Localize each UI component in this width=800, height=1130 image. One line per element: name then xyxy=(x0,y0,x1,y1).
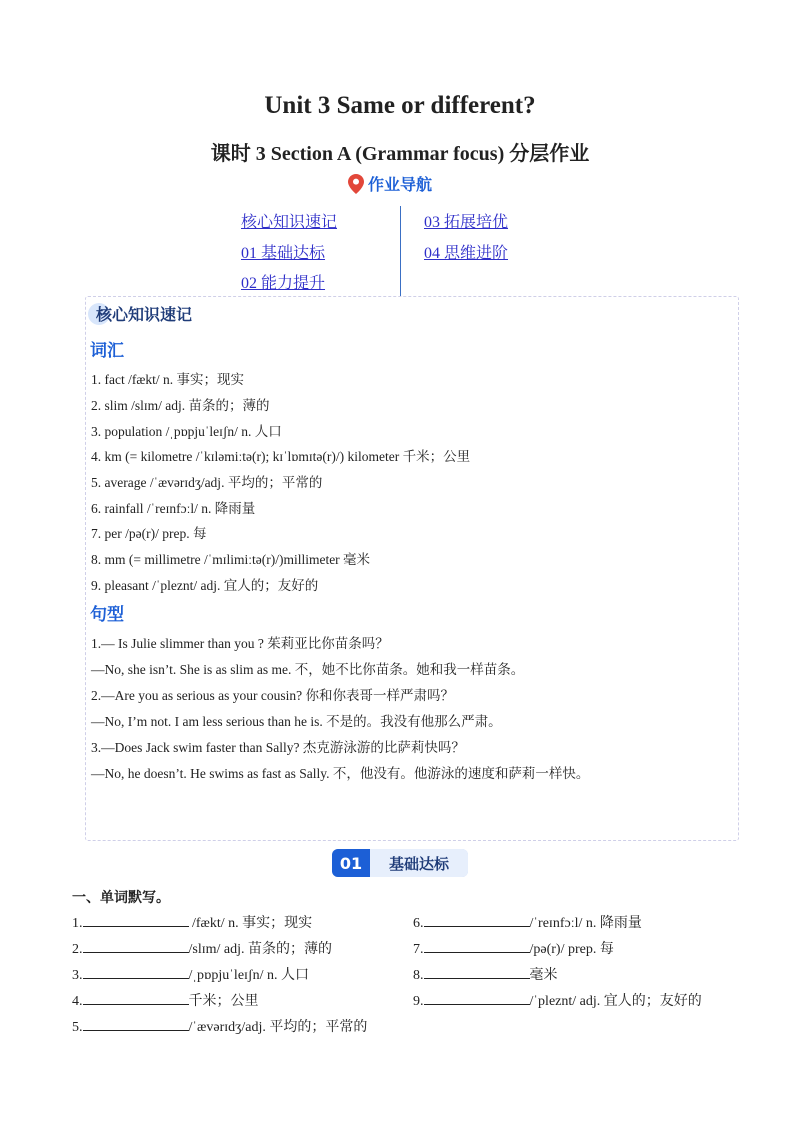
exercise-number: 7. xyxy=(413,942,424,957)
sentence-line: —No, I’m not. I am less serious than he is. 不是的。我没有他那么严肃。 xyxy=(91,714,502,729)
sentence-line: —No, she isn’t. She is as slim as me. 不，她不比你苗条。她和我一样苗条。 xyxy=(91,662,525,677)
answer-blank[interactable] xyxy=(424,938,530,953)
exercise-hint: /slɪm/ adj. 苗条的；薄的 xyxy=(188,942,332,957)
exercise-hint: /pə(r)/ prep. 每 xyxy=(529,942,614,957)
section-01-banner xyxy=(332,849,468,877)
core-knowledge-label: 核心知识速记 xyxy=(96,305,193,324)
exercise-hint: /ˈpleznt/ adj. 宜人的；友好的 xyxy=(529,994,702,1009)
page-subtitle: 课时 3 Section A (Grammar focus) 分层作业 xyxy=(210,143,590,165)
exercise-hint: 千米；公里 xyxy=(188,994,259,1009)
exercise-item xyxy=(72,1016,367,1036)
vocab-item: 9. pleasant /ˈpleznt/ adj. 宜人的；友好的 xyxy=(91,578,319,593)
exercise-hint: /ˈævərɪdʒ/adj. 平均的；平常的 xyxy=(188,1020,368,1035)
answer-blank[interactable] xyxy=(83,912,189,927)
part-title: 一、单词默写。 xyxy=(72,890,170,906)
vocab-item: 4. km (= kilometre /ˈkɪləmiːtə(r); kɪˈlɒmɪtə(r)/) kilometer 千米；公里 xyxy=(91,449,471,464)
page-title: Unit 3 Same or different? xyxy=(264,92,536,119)
exercise-item xyxy=(413,938,614,958)
section-label: 基础达标 xyxy=(370,849,468,877)
answer-blank[interactable] xyxy=(83,964,189,979)
answer-blank[interactable] xyxy=(424,990,530,1005)
nav-divider xyxy=(400,206,401,296)
exercise-hint: /fækt/ n. 事实；现实 xyxy=(188,916,313,931)
section-number: 01 xyxy=(332,849,370,877)
nav-link-04[interactable]: 04 思维进阶 xyxy=(424,245,509,262)
answer-blank[interactable] xyxy=(83,938,189,953)
core-knowledge-badge xyxy=(88,302,192,325)
exercise-item xyxy=(413,990,702,1010)
answer-blank[interactable] xyxy=(83,990,189,1005)
exercise-item xyxy=(72,912,312,932)
vocab-item: 3. population /ˌpɒpjuˈleɪʃn/ n. 人口 xyxy=(91,424,282,439)
exercise-item xyxy=(72,964,309,984)
nav-link-02[interactable]: 02 能力提升 xyxy=(241,275,326,292)
nav-link-core[interactable]: 核心知识速记 xyxy=(241,214,338,231)
sentence-line: —No, he doesn’t. He swims as fast as Sally. 不，他没有。他游泳的速度和萨莉一样快。 xyxy=(91,766,590,781)
sentence-heading: 句型 xyxy=(90,605,124,625)
exercise-item xyxy=(413,964,558,984)
vocab-item: 2. slim /slɪm/ adj. 苗条的；薄的 xyxy=(91,398,270,413)
exercise-item xyxy=(413,912,642,932)
sentence-line: 1.— Is Julie slimmer than you ? 茱莉亚比你苗条吗？ xyxy=(91,636,389,651)
nav-heading xyxy=(348,172,432,195)
exercise-hint: 毫米 xyxy=(529,968,558,983)
exercise-hint: /ˈreɪnfɔːl/ n. 降雨量 xyxy=(529,916,642,931)
exercise-number: 3. xyxy=(72,968,83,983)
exercise-number: 4. xyxy=(72,994,83,1009)
exercise-number: 5. xyxy=(72,1020,83,1035)
vocab-item: 8. mm (= millimetre /ˈmɪlimiːtə(r)/)millimeter 毫米 xyxy=(91,552,371,567)
sentence-line: 2.—Are you as serious as your cousin? 你和你表哥一样严肃吗？ xyxy=(91,688,454,703)
exercise-number: 9. xyxy=(413,994,424,1009)
vocab-item: 6. rainfall /ˈreɪnfɔːl/ n. 降雨量 xyxy=(91,501,256,516)
exercise-item xyxy=(72,938,332,958)
exercise-number: 2. xyxy=(72,942,83,957)
nav-link-01[interactable]: 01 基础达标 xyxy=(241,245,326,262)
exercise-number: 1. xyxy=(72,916,83,931)
location-pin-icon xyxy=(348,174,364,194)
vocab-item: 1. fact /fækt/ n. 事实；现实 xyxy=(91,372,244,387)
exercise-number: 6. xyxy=(413,916,424,931)
exercise-item xyxy=(72,990,259,1010)
nav-heading-label: 作业导航 xyxy=(368,175,433,194)
sentence-line: 3.—Does Jack swim faster than Sally? 杰克游泳游的比萨莉快吗？ xyxy=(91,740,465,755)
vocab-heading: 词汇 xyxy=(90,341,124,361)
nav-link-03[interactable]: 03 拓展培优 xyxy=(424,214,509,231)
vocab-item: 7. per /pə(r)/ prep. 每 xyxy=(91,526,207,541)
answer-blank[interactable] xyxy=(424,912,530,927)
exercise-number: 8. xyxy=(413,968,424,983)
answer-blank[interactable] xyxy=(83,1016,189,1031)
answer-blank[interactable] xyxy=(424,964,530,979)
vocab-item: 5. average /ˈævərɪdʒ/adj. 平均的；平常的 xyxy=(91,475,323,490)
exercise-hint: /ˌpɒpjuˈleɪʃn/ n. 人口 xyxy=(188,968,309,983)
